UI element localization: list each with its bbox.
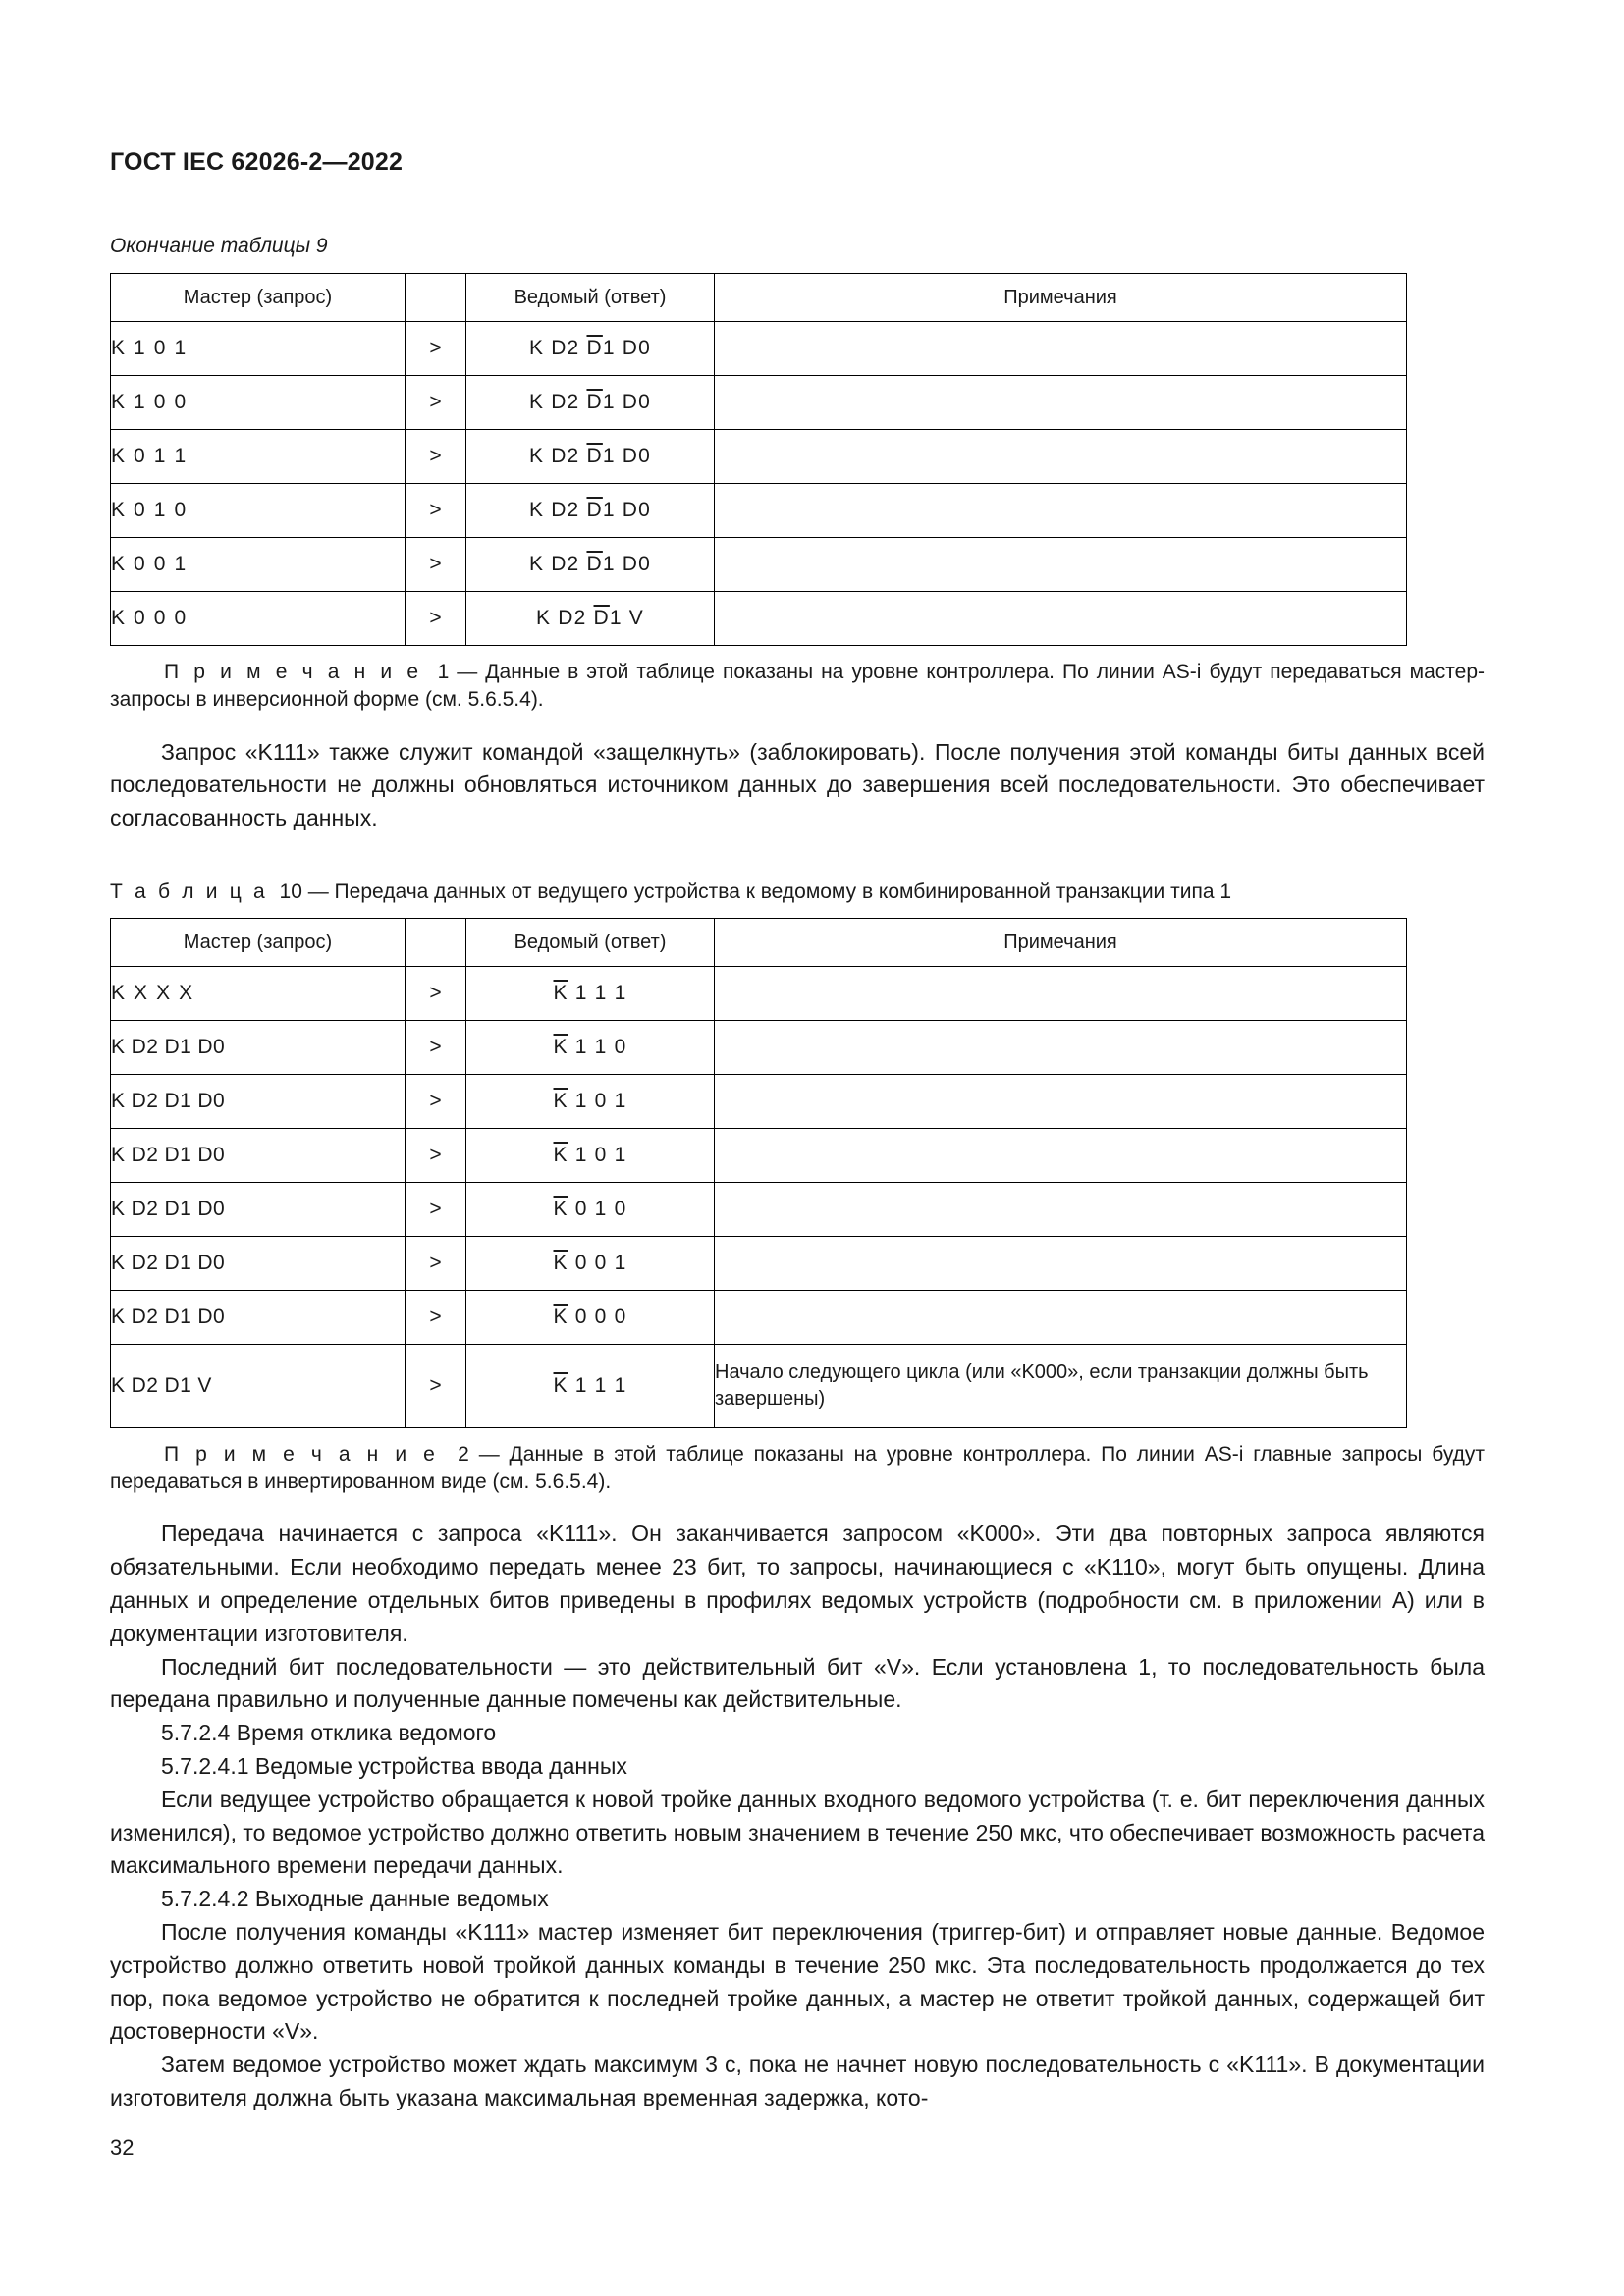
page-number: 32: [110, 2135, 135, 2160]
overline-symbol: $\overline{D}$: [586, 391, 603, 414]
cell-notes: [715, 538, 1407, 592]
cell-notes: Начало следующего цикла (или «K000», если транзакции должны быть завершены): [715, 1345, 1407, 1428]
cell-arrow: >: [406, 376, 466, 430]
overline-symbol: $\overline{K}$: [553, 1252, 568, 1275]
cell-slave: K D2 $\overline{D}1$ V: [466, 592, 715, 646]
overline-symbol: $\overline{D}$: [586, 553, 603, 576]
note-1-label: П р и м е ч а н и е: [164, 661, 422, 684]
table-row: [111, 322, 1407, 376]
cell-arrow: >: [406, 1345, 466, 1428]
overline-symbol: $\overline{K}$: [553, 1036, 568, 1059]
paragraph-input-slaves: Если ведущее устройство обращается к новой тройке данных входного ведомого устройства (т. е. бит переключения данных изменился), то ведомое устройство должно ответить новым значением в течение 250 мкс, что обеспечивает возможность расчета максимального времени передачи данных.: [110, 1786, 1485, 1879]
cell-notes: [715, 1291, 1407, 1345]
cell-arrow: >: [406, 484, 466, 538]
cell-slave: $\overline{K}$ 1 0 1: [466, 1129, 715, 1183]
note-1-number: 1: [437, 661, 450, 684]
cell-master: K 0 0 0: [111, 592, 406, 646]
cell-arrow: >: [406, 538, 466, 592]
table-row: [111, 484, 1407, 538]
cell-master: K D2 D1 D0: [111, 1237, 406, 1291]
table-10: [110, 918, 1407, 1428]
table-row: [111, 430, 1407, 484]
note-2: [110, 1441, 1485, 1496]
cell-notes: [715, 376, 1407, 430]
cell-arrow: >: [406, 430, 466, 484]
cell-slave: K D2 $\overline{D}1$ D0: [466, 484, 715, 538]
table-9-header-arrow: [406, 274, 466, 322]
table-9-header-row: [111, 274, 1407, 322]
table-9: [110, 273, 1407, 646]
cell-slave: $\overline{K}$ 1 1 0: [466, 1021, 715, 1075]
cell-arrow: >: [406, 1183, 466, 1237]
table-9-body: [111, 322, 1407, 646]
cell-master: K D2 D1 D0: [111, 1183, 406, 1237]
paragraph-last-bit: Последний бит последовательности — это действительный бит «V». Если установлена 1, то последовательность была передана правильно и полученные данные помечены как действительные.: [110, 1653, 1485, 1713]
cell-slave: $\overline{K}$ 0 0 1: [466, 1237, 715, 1291]
note-2-label: П р и м е ч а н и е: [164, 1443, 439, 1467]
cell-arrow: >: [406, 967, 466, 1021]
cell-arrow: >: [406, 1291, 466, 1345]
cell-master: K D2 D1 D0: [111, 1129, 406, 1183]
cell-master: K 0 0 1: [111, 538, 406, 592]
table-9-header-notes: Примечания: [715, 274, 1407, 322]
note-2-text: — Данные в этой таблице показаны на уровне контроллера. По линии AS-i главные запросы будут передаваться в инвертированном виде (см. 5.6.5.4).: [110, 1443, 1485, 1494]
table-row: [111, 1021, 1407, 1075]
cell-notes: [715, 322, 1407, 376]
cell-notes: [715, 1075, 1407, 1129]
cell-notes: [715, 1129, 1407, 1183]
cell-slave: $\overline{K}$ 1 0 1: [466, 1075, 715, 1129]
cell-master: K D2 D1 D0: [111, 1075, 406, 1129]
cell-arrow: >: [406, 322, 466, 376]
cell-notes: [715, 1183, 1407, 1237]
table-10-header-arrow: [406, 919, 466, 967]
overline-symbol: $\overline{K}$: [553, 1374, 568, 1398]
table-10-caption: [110, 879, 1514, 905]
running-head: ГОСТ IEC 62026-2—2022: [110, 148, 404, 176]
note-1: [110, 659, 1485, 714]
table-row: [111, 1183, 1407, 1237]
cell-arrow: >: [406, 1237, 466, 1291]
overline-symbol: $\overline{D}$: [586, 337, 603, 360]
overline-symbol: $\overline{D}$: [586, 445, 603, 468]
table-9-header-master: Мастер (запрос): [111, 274, 406, 322]
overline-symbol: $\overline{K}$: [553, 982, 568, 1005]
cell-slave: $\overline{K}$ 0 1 0: [466, 1183, 715, 1237]
cell-notes: [715, 592, 1407, 646]
table-row: [111, 967, 1407, 1021]
cell-master: K D2 D1 V: [111, 1345, 406, 1428]
cell-slave: K D2 $\overline{D}1$ D0: [466, 376, 715, 430]
cell-slave: K D2 $\overline{D}1$ D0: [466, 538, 715, 592]
cell-arrow: >: [406, 1075, 466, 1129]
table-10-caption-number: 10: [279, 880, 302, 903]
table-row: [111, 1291, 1407, 1345]
paragraph-transmission: Передача начинается с запроса «K111». Он заканчивается запросом «K000». Эти два повторных запроса являются обязательными. Если необходимо передать менее 23 бит, то запросы, начинающиеся с «K110», могут быть опущены. Длина данных и определение отдельных битов приведены в профилях ведомых устройств (подробности см. в приложении A) или в документации изготовителя.: [110, 1521, 1485, 1646]
note-2-number: 2: [458, 1443, 469, 1467]
cell-notes: [715, 1237, 1407, 1291]
page-content: [110, 0, 1514, 2115]
cell-notes: [715, 484, 1407, 538]
cell-arrow: >: [406, 592, 466, 646]
table-10-header-master: Мастер (запрос): [111, 919, 406, 967]
table-row: [111, 1129, 1407, 1183]
overline-symbol: $\overline{K}$: [553, 1090, 568, 1113]
cell-master: K 1 0 0: [111, 376, 406, 430]
table-row: [111, 1237, 1407, 1291]
table-9-header-slave: Ведомый (ответ): [466, 274, 715, 322]
table-row: [111, 592, 1407, 646]
cell-notes: [715, 430, 1407, 484]
table-row: [111, 376, 1407, 430]
cell-master: K X X X: [111, 967, 406, 1021]
table-10-body: [111, 967, 1407, 1428]
clause-5-7-2-4-2: 5.7.2.4.2 Выходные данные ведомых: [161, 1886, 549, 1912]
table-row: [111, 1345, 1407, 1428]
paragraph-k111-latch: Запрос «K111» также служит командой «защелкнуть» (заблокировать). После получения этой команды биты данных всей последовательности не должны обновляться источником данных до завершения всей последовательности. Это обеспечивает согласованность данных.: [110, 738, 1485, 831]
overline-symbol: $\overline{D}$: [593, 607, 610, 630]
table-10-header-notes: Примечания: [715, 919, 1407, 967]
table-10-caption-text: — Передача данных от ведущего устройства к ведомому в комбинированной транзакции типа 1: [307, 880, 1232, 903]
cell-master: K D2 D1 D0: [111, 1291, 406, 1345]
overline-symbol: $\overline{K}$: [553, 1144, 568, 1167]
cell-master: K 1 0 1: [111, 322, 406, 376]
overline-symbol: $\overline{K}$: [553, 1198, 568, 1221]
cell-master: K D2 D1 D0: [111, 1021, 406, 1075]
table-row: [111, 538, 1407, 592]
cell-slave: $\overline{K}$ 1 1 1: [466, 967, 715, 1021]
cell-arrow: >: [406, 1021, 466, 1075]
paragraph-output-slaves: После получения команды «K111» мастер изменяет бит переключения (триггер-бит) и отправляет новые данные. Ведомое устройство должно ответить новой тройкой данных команды в течение 250 мкс. Эта последовательность продолжается до тех пор, пока ведомое устройство не обратится к последней тройке данных, а мастер не ответит тройкой данных, содержащей бит достоверности «V».: [110, 1919, 1485, 2045]
table-row: [111, 1075, 1407, 1129]
cell-master: K 0 1 0: [111, 484, 406, 538]
table-10-caption-label: Т а б л и ц а: [110, 880, 268, 903]
overline-symbol: $\overline{D}$: [586, 499, 603, 522]
cell-notes: [715, 1021, 1407, 1075]
clause-5-7-2-4-1: 5.7.2.4.1 Ведомые устройства ввода данных: [161, 1753, 627, 1780]
table-9-caption: Окончание таблицы 9: [110, 235, 328, 257]
overline-symbol: $\overline{K}$: [553, 1306, 568, 1329]
table-10-header-slave: Ведомый (ответ): [466, 919, 715, 967]
table-10-header-row: [111, 919, 1407, 967]
cell-master: K 0 1 1: [111, 430, 406, 484]
cell-slave: K D2 $\overline{D}1$ D0: [466, 430, 715, 484]
note-1-text: — Данные в этой таблице показаны на уровне контроллера. По линии AS-i будут передаваться мастер-запросы в инверсионной форме (см. 5.6.5.4).: [110, 661, 1485, 712]
cell-slave: K D2 $\overline{D}1$ D0: [466, 322, 715, 376]
cell-arrow: >: [406, 1129, 466, 1183]
cell-slave: $\overline{K}$ 1 1 1: [466, 1345, 715, 1428]
cell-notes: [715, 967, 1407, 1021]
paragraph-wait-max: Затем ведомое устройство может ждать максимум 3 с, пока не начнет новую последовательность с «K111». В документации изготовителя должна быть указана максимальная временная задержка, кото-: [110, 2052, 1485, 2110]
cell-slave: $\overline{K}$ 0 0 0: [466, 1291, 715, 1345]
clause-5-7-2-4: 5.7.2.4 Время отклика ведомого: [161, 1720, 497, 1746]
